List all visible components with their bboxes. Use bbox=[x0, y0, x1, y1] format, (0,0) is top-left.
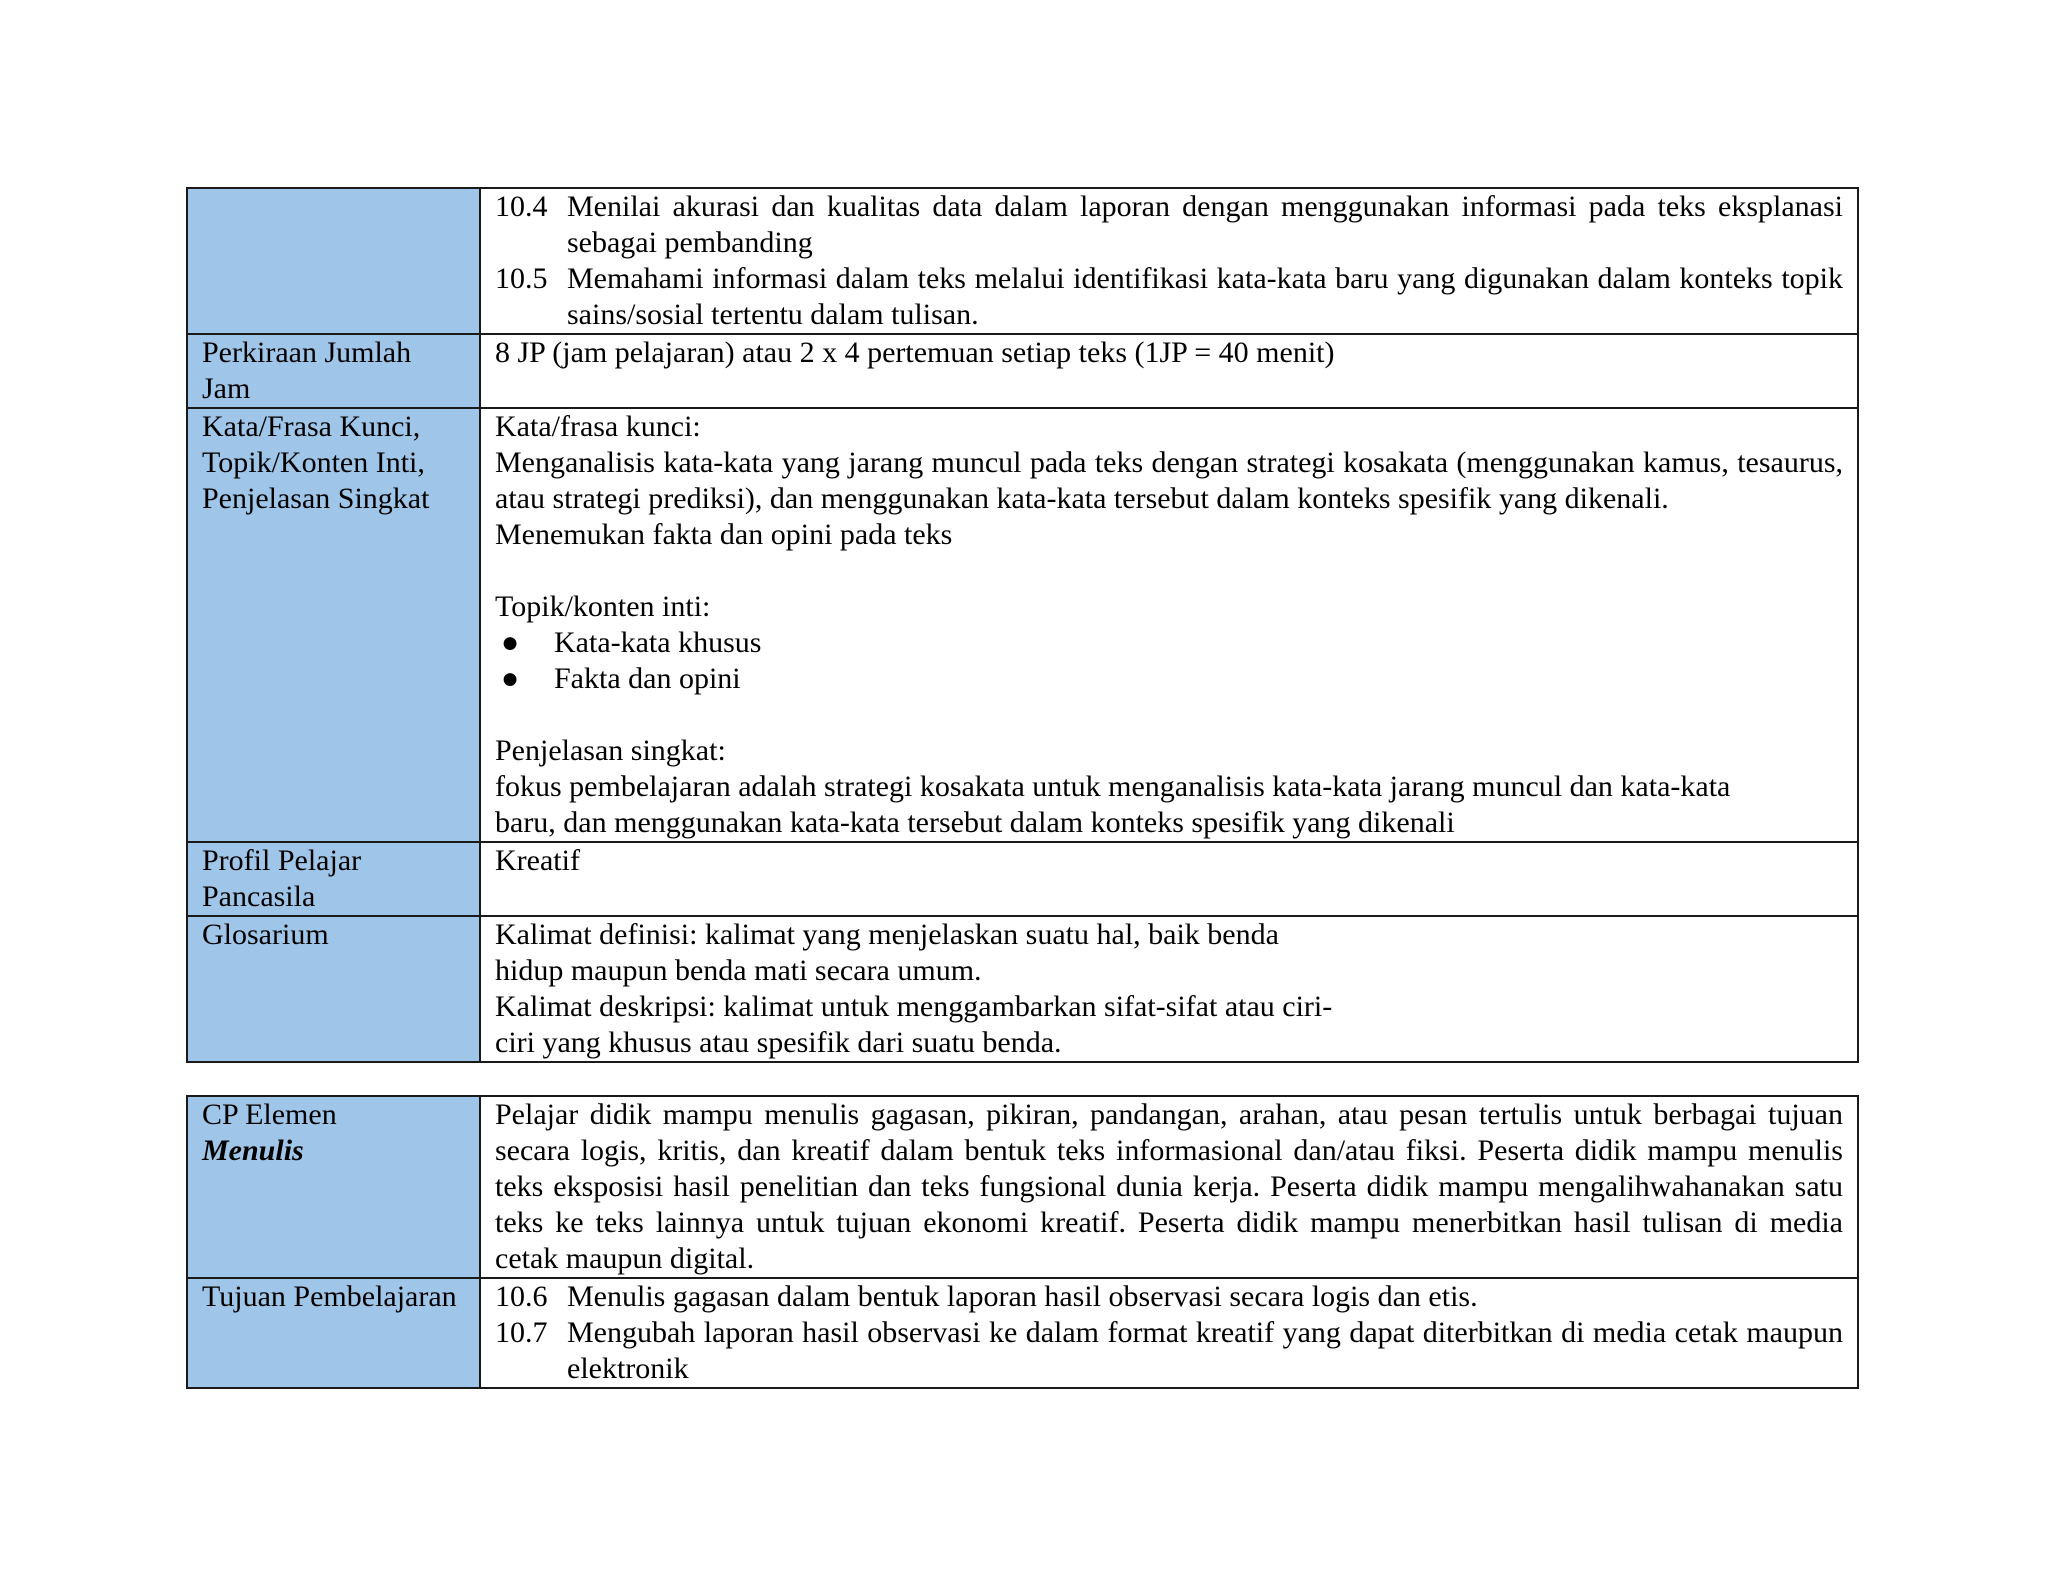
bullet-icon: ● bbox=[501, 626, 520, 659]
profil-value: Kreatif bbox=[480, 842, 1858, 916]
objective-item-10-4 bbox=[495, 189, 1843, 261]
cp-text: Pelajar didik mampu menulis gagasan, pikiran, pandangan, arahan, atau pesan tertulis untuk berbagai tujuan secara logis, kritis, dan kreatif dalam bentuk teks informasional dan/atau fiksi. Peserta didik mampu menulis teks eksposisi hasil penelitian dan teks fungsional dunia kerja. Peserta didik mampu mengalihwahanakan satu teks ke teks lainnya untuk tujuan ekonomi kreatif. Peserta didik mampu menerbitkan hasil tulisan di media cetak maupun digital. bbox=[480, 1096, 1858, 1278]
objective-number: 10.6 bbox=[495, 1280, 548, 1313]
label-line: Penjelasan Singkat bbox=[202, 482, 430, 515]
penjelasan-line: baru, dan menggunakan kata-kata tersebut dalam konteks spesifik yang dikenali bbox=[495, 806, 1455, 839]
kata-kunci-cell bbox=[480, 408, 1858, 842]
penjelasan-line: fokus pembelajaran adalah strategi kosakata untuk menganalisis kata-kata jarang muncul dan kata-kata bbox=[495, 770, 1731, 803]
objective-item-10-7 bbox=[495, 1315, 1843, 1387]
glosarium-line: ciri yang khusus atau spesifik dari suatu benda. bbox=[495, 1026, 1062, 1059]
bullet-icon: ● bbox=[501, 662, 520, 695]
glosarium-line: Kalimat deskripsi: kalimat untuk menggambarkan sifat-sifat atau ciri- bbox=[495, 990, 1333, 1023]
objective-number: 10.4 bbox=[495, 190, 548, 223]
label-tujuan-pembelajaran: Tujuan Pembelajaran bbox=[187, 1278, 480, 1388]
learning-plan-table-2 bbox=[186, 1095, 1859, 1389]
table-row bbox=[187, 408, 1858, 842]
glosarium-line: hidup maupun benda mati secara umum. bbox=[495, 954, 982, 987]
label-line: Topik/Konten Inti, bbox=[202, 446, 425, 479]
objective-item-10-5 bbox=[495, 261, 1843, 333]
label-cp-elemen bbox=[187, 1096, 480, 1278]
objectives-cell bbox=[480, 188, 1858, 334]
label-line: CP Elemen bbox=[202, 1098, 337, 1131]
objective-text: Memahami informasi dalam teks melalui identifikasi kata-kata baru yang digunakan dalam konteks topik sains/sosial tertentu dalam tulisan. bbox=[567, 262, 1843, 331]
spacer bbox=[495, 697, 1843, 733]
label-perkiraan-jumlah-jam: Perkiraan Jumlah Jam bbox=[187, 334, 480, 408]
kunci-text: Menganalisis kata-kata yang jarang muncul pada teks dengan strategi kosakata (menggunakan kamus, tesaurus, atau strategi prediksi), dan menggunakan kata-kata tersebut dalam konteks spesifik yang dikenali. bbox=[495, 446, 1843, 515]
glosarium-cell bbox=[480, 916, 1858, 1062]
label-profil-pelajar-pancasila: Profil Pelajar Pancasila bbox=[187, 842, 480, 916]
label-kata-frasa-kunci bbox=[187, 408, 480, 842]
objective-number: 10.7 bbox=[495, 1316, 548, 1349]
tujuan-cell bbox=[480, 1278, 1858, 1388]
jam-value: 8 JP (jam pelajaran) atau 2 x 4 pertemuan setiap teks (1JP = 40 menit) bbox=[480, 334, 1858, 408]
spacer bbox=[495, 553, 1843, 589]
penjelasan-heading: Penjelasan singkat: bbox=[495, 734, 726, 767]
row-label-empty bbox=[187, 188, 480, 334]
objective-text: Menulis gagasan dalam bentuk laporan hasil observasi secara logis dan etis. bbox=[567, 1280, 1478, 1313]
learning-plan-table-1 bbox=[186, 187, 1859, 1063]
objective-item-10-6 bbox=[495, 1279, 1843, 1315]
objective-text: Mengubah laporan hasil observasi ke dalam format kreatif yang dapat diterbitkan di media cetak maupun elektronik bbox=[567, 1316, 1843, 1385]
list-item-text: Fakta dan opini bbox=[554, 662, 741, 695]
objective-number: 10.5 bbox=[495, 262, 548, 295]
list-item-text: Kata-kata khusus bbox=[554, 626, 762, 659]
table-row bbox=[187, 1096, 1858, 1278]
table-row bbox=[187, 842, 1858, 916]
label-line: Kata/Frasa Kunci, bbox=[202, 410, 421, 443]
kunci-heading: Kata/frasa kunci: bbox=[495, 410, 701, 443]
topik-list bbox=[495, 625, 1843, 697]
table-row bbox=[187, 1278, 1858, 1388]
label-glosarium: Glosarium bbox=[187, 916, 480, 1062]
table-row bbox=[187, 334, 1858, 408]
table-row bbox=[187, 916, 1858, 1062]
kunci-text-2: Menemukan fakta dan opini pada teks bbox=[495, 518, 953, 551]
list-item bbox=[495, 625, 1843, 661]
table-row bbox=[187, 188, 1858, 334]
list-item bbox=[495, 661, 1843, 697]
topik-heading: Topik/konten inti: bbox=[495, 590, 711, 623]
label-line-emphasis: Menulis bbox=[202, 1134, 304, 1167]
objective-text: Menilai akurasi dan kualitas data dalam laporan dengan menggunakan informasi pada teks eksplanasi sebagai pembanding bbox=[567, 190, 1843, 259]
glosarium-line: Kalimat definisi: kalimat yang menjelaskan suatu hal, baik benda bbox=[495, 918, 1279, 951]
